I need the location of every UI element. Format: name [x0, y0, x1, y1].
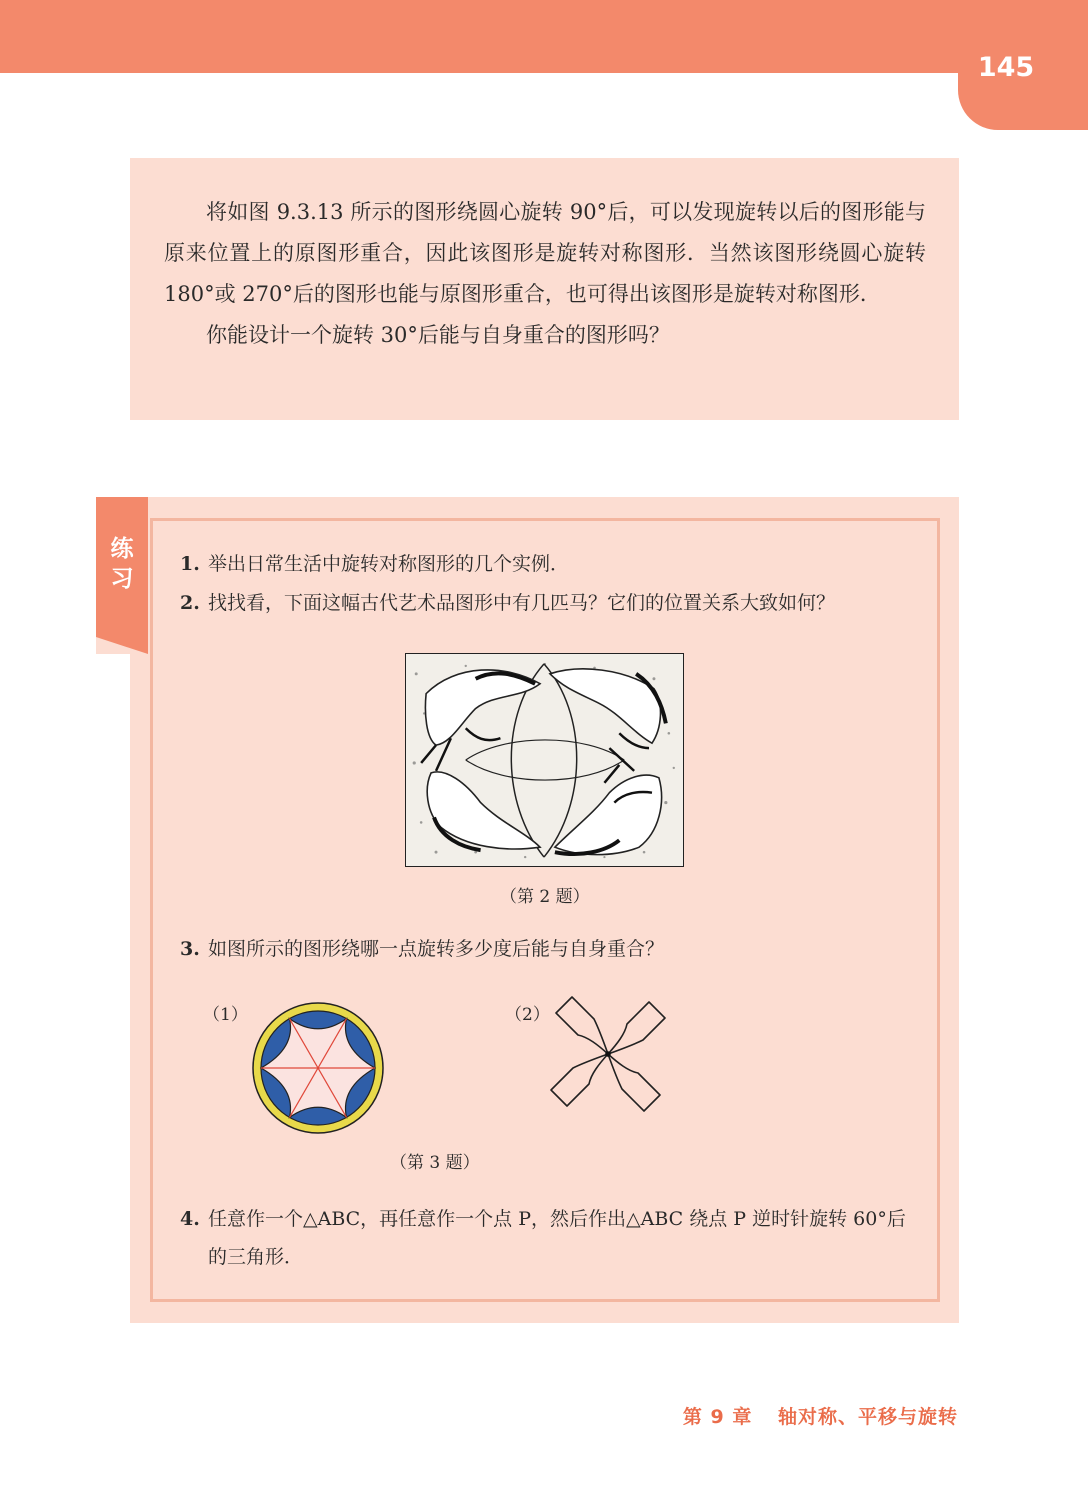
figure-2-label: （2） — [505, 1005, 550, 1025]
question-2-caption: （第 2 题） — [500, 887, 590, 907]
figure-2-cross-shape — [548, 995, 668, 1113]
question-3-text: 如图所示的图形绕哪一点旋转多少度后能与自身重合？ — [208, 938, 665, 960]
ancient-horses-artwork — [405, 653, 684, 867]
question-1-text: 举出日常生活中旋转对称图形的几个实例． — [208, 553, 570, 575]
page-number: 145 — [977, 52, 1035, 83]
header-band — [0, 0, 1088, 73]
question-4 — [180, 1200, 920, 1276]
figure-1-label: （1） — [203, 1005, 248, 1025]
question-3-caption: （第 3 题） — [390, 1153, 480, 1173]
chapter-footer — [679, 1402, 958, 1429]
question-4-number: 4. — [180, 1208, 200, 1230]
question-2 — [180, 584, 835, 622]
figure-1-hexagon-circle — [250, 1000, 386, 1136]
question-2-text: 找找看，下面这幅古代艺术品图形中有几匹马？它们的位置关系大致如何？ — [208, 592, 836, 614]
intro-paragraph-2: 你能设计一个旋转 30°后能与自身重合的图形吗？ — [206, 323, 670, 347]
exercise-label: 练 习 — [110, 536, 134, 592]
intro-paragraph-1: 将如图 9.3.13 所示的图形绕圆心旋转 90°后，可以发现旋转以后的图形能与原来位置上的原图形重合，因此该图形是旋转对称图形．当然该图形绕圆心旋转 180°或 270°后的图形也能与原图形重合，也可得出该图形是旋转对称图形． — [164, 200, 926, 306]
chapter-number: 第 9 章 — [682, 1406, 753, 1428]
question-1 — [180, 545, 569, 583]
question-3 — [180, 930, 664, 968]
exercise-frame — [150, 518, 940, 1302]
question-2-number: 2. — [180, 592, 200, 614]
question-4-text: 任意作一个△ABC，再任意作一个点 P，然后作出△ABC 绕点 P 逆时针旋转 60°后的三角形． — [208, 1208, 906, 1268]
chapter-title: 轴对称、平移与旋转 — [777, 1406, 958, 1428]
question-3-number: 3. — [180, 938, 200, 960]
question-1-number: 1. — [180, 553, 200, 575]
intro-text — [164, 192, 926, 356]
